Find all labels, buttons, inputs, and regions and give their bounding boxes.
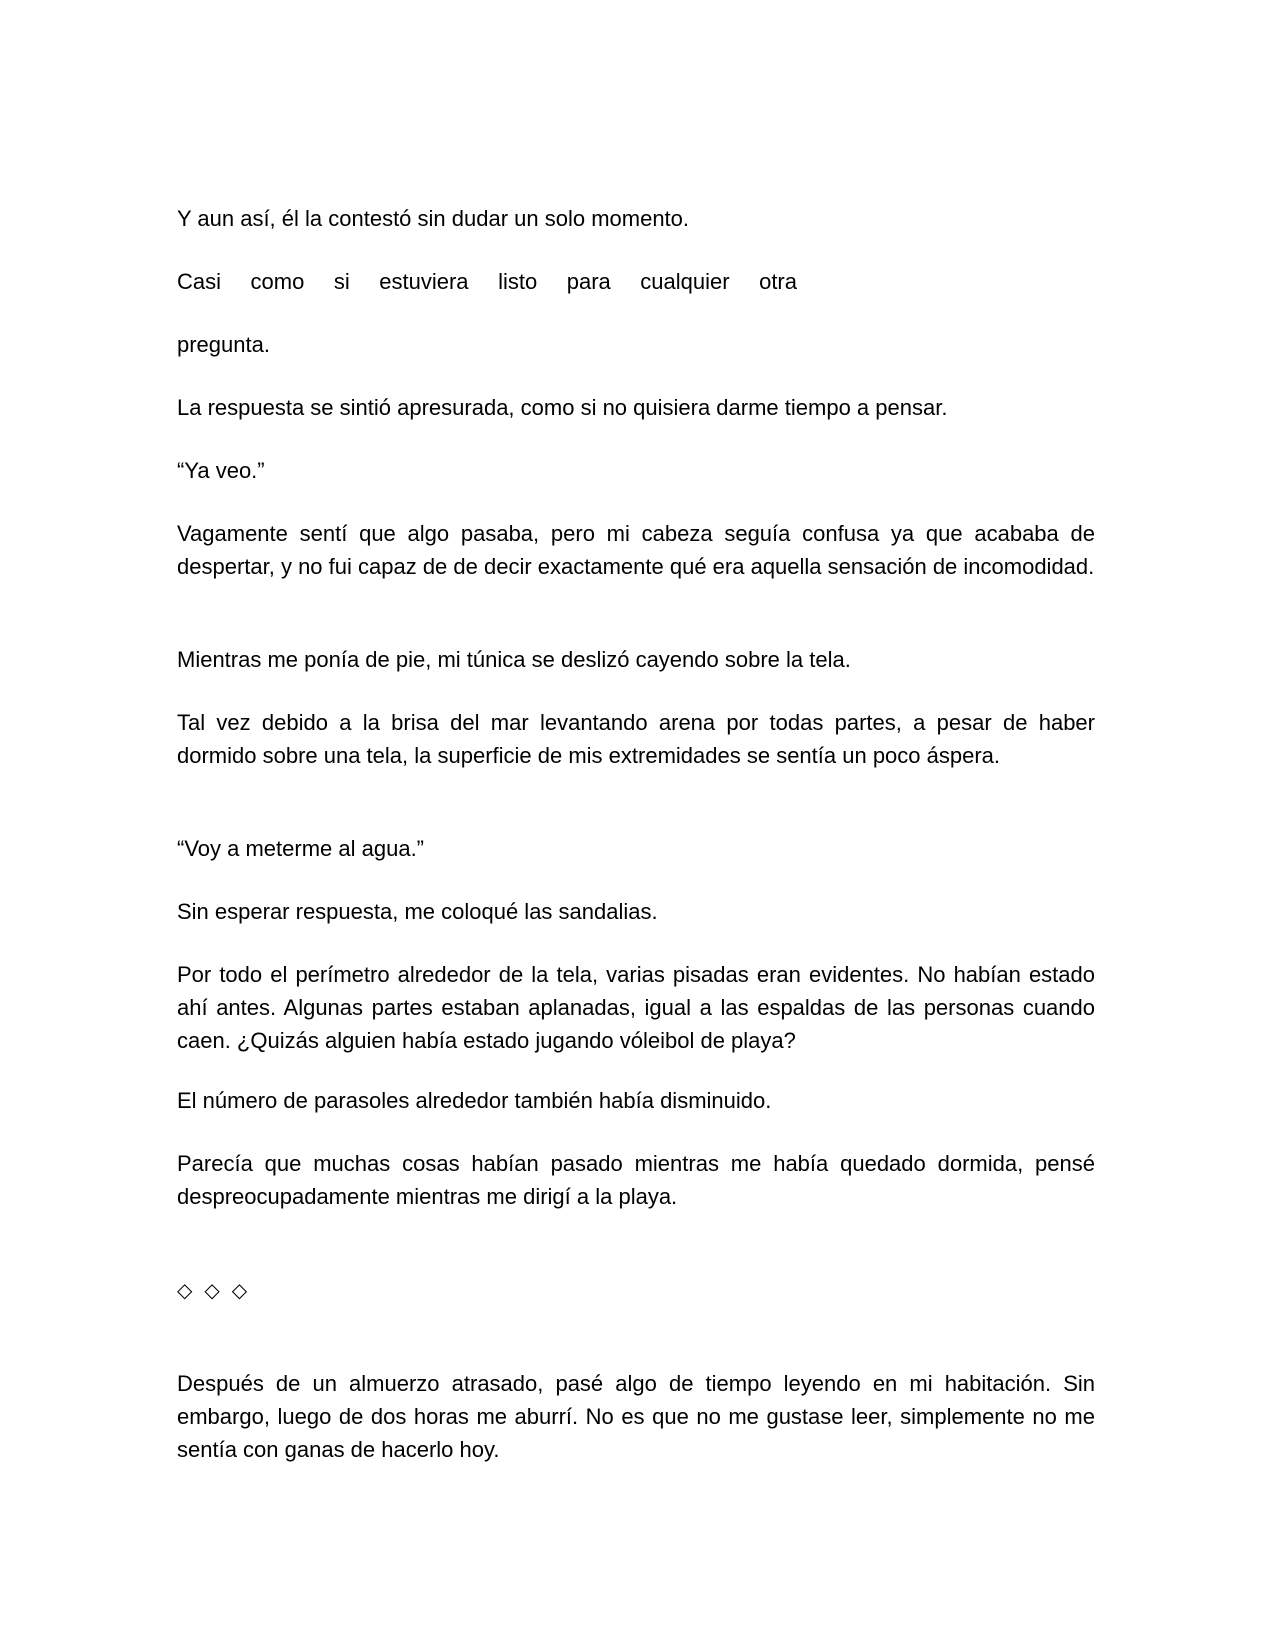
paragraph-12: El número de parasoles alrededor también había disminuido.	[177, 1088, 772, 1113]
paragraph-11: Por todo el perímetro alrededor de la tela, varias pisadas eran evidentes. No habían estado ahí antes. Algunas partes estaban aplanadas, igual a las espaldas de las personas cuando caen. ¿Quizás alguien había estado jugando vóleibol de playa?	[177, 962, 1095, 1053]
paragraph-6: Vagamente sentí que algo pasaba, pero mi cabeza seguía confusa ya que acababa de despertar, y no fui capaz de de decir exactamente qué era aquella sensación de incomodidad.	[177, 521, 1095, 579]
paragraph-8: Tal vez debido a la brisa del mar levantando arena por todas partes, a pesar de haber dormido sobre una tela, la superficie de mis extremidades se sentía un poco áspera.	[177, 710, 1095, 768]
paragraph-1: Y aun así, él la contestó sin dudar un solo momento.	[177, 206, 690, 231]
paragraph-13: Parecía que muchas cosas habían pasado mientras me había quedado dormida, pensé despreocupadamente mientras me dirigí a la playa.	[177, 1151, 1095, 1209]
paragraph-5: “Ya veo.”	[177, 458, 265, 483]
paragraph-9: “Voy a meterme al agua.”	[177, 836, 425, 861]
paragraph-4: La respuesta se sintió apresurada, como si no quisiera darme tiempo a pensar.	[177, 395, 948, 420]
paragraph-7: Mientras me ponía de pie, mi túnica se deslizó cayendo sobre la tela.	[177, 647, 851, 672]
paragraph-2: Casi como si estuviera listo para cualquier otra	[177, 269, 797, 294]
paragraph-14: Después de un almuerzo atrasado, pasé algo de tiempo leyendo en mi habitación. Sin embargo, luego de dos horas me aburrí. No es que no me gustase leer, simplemente no me sentía con ganas de hacerlo hoy.	[177, 1371, 1095, 1462]
paragraph-10: Sin esperar respuesta, me coloqué las sandalias.	[177, 899, 658, 924]
section-separator: ◇◇◇	[177, 1278, 260, 1302]
paragraph-3: pregunta.	[177, 332, 270, 357]
